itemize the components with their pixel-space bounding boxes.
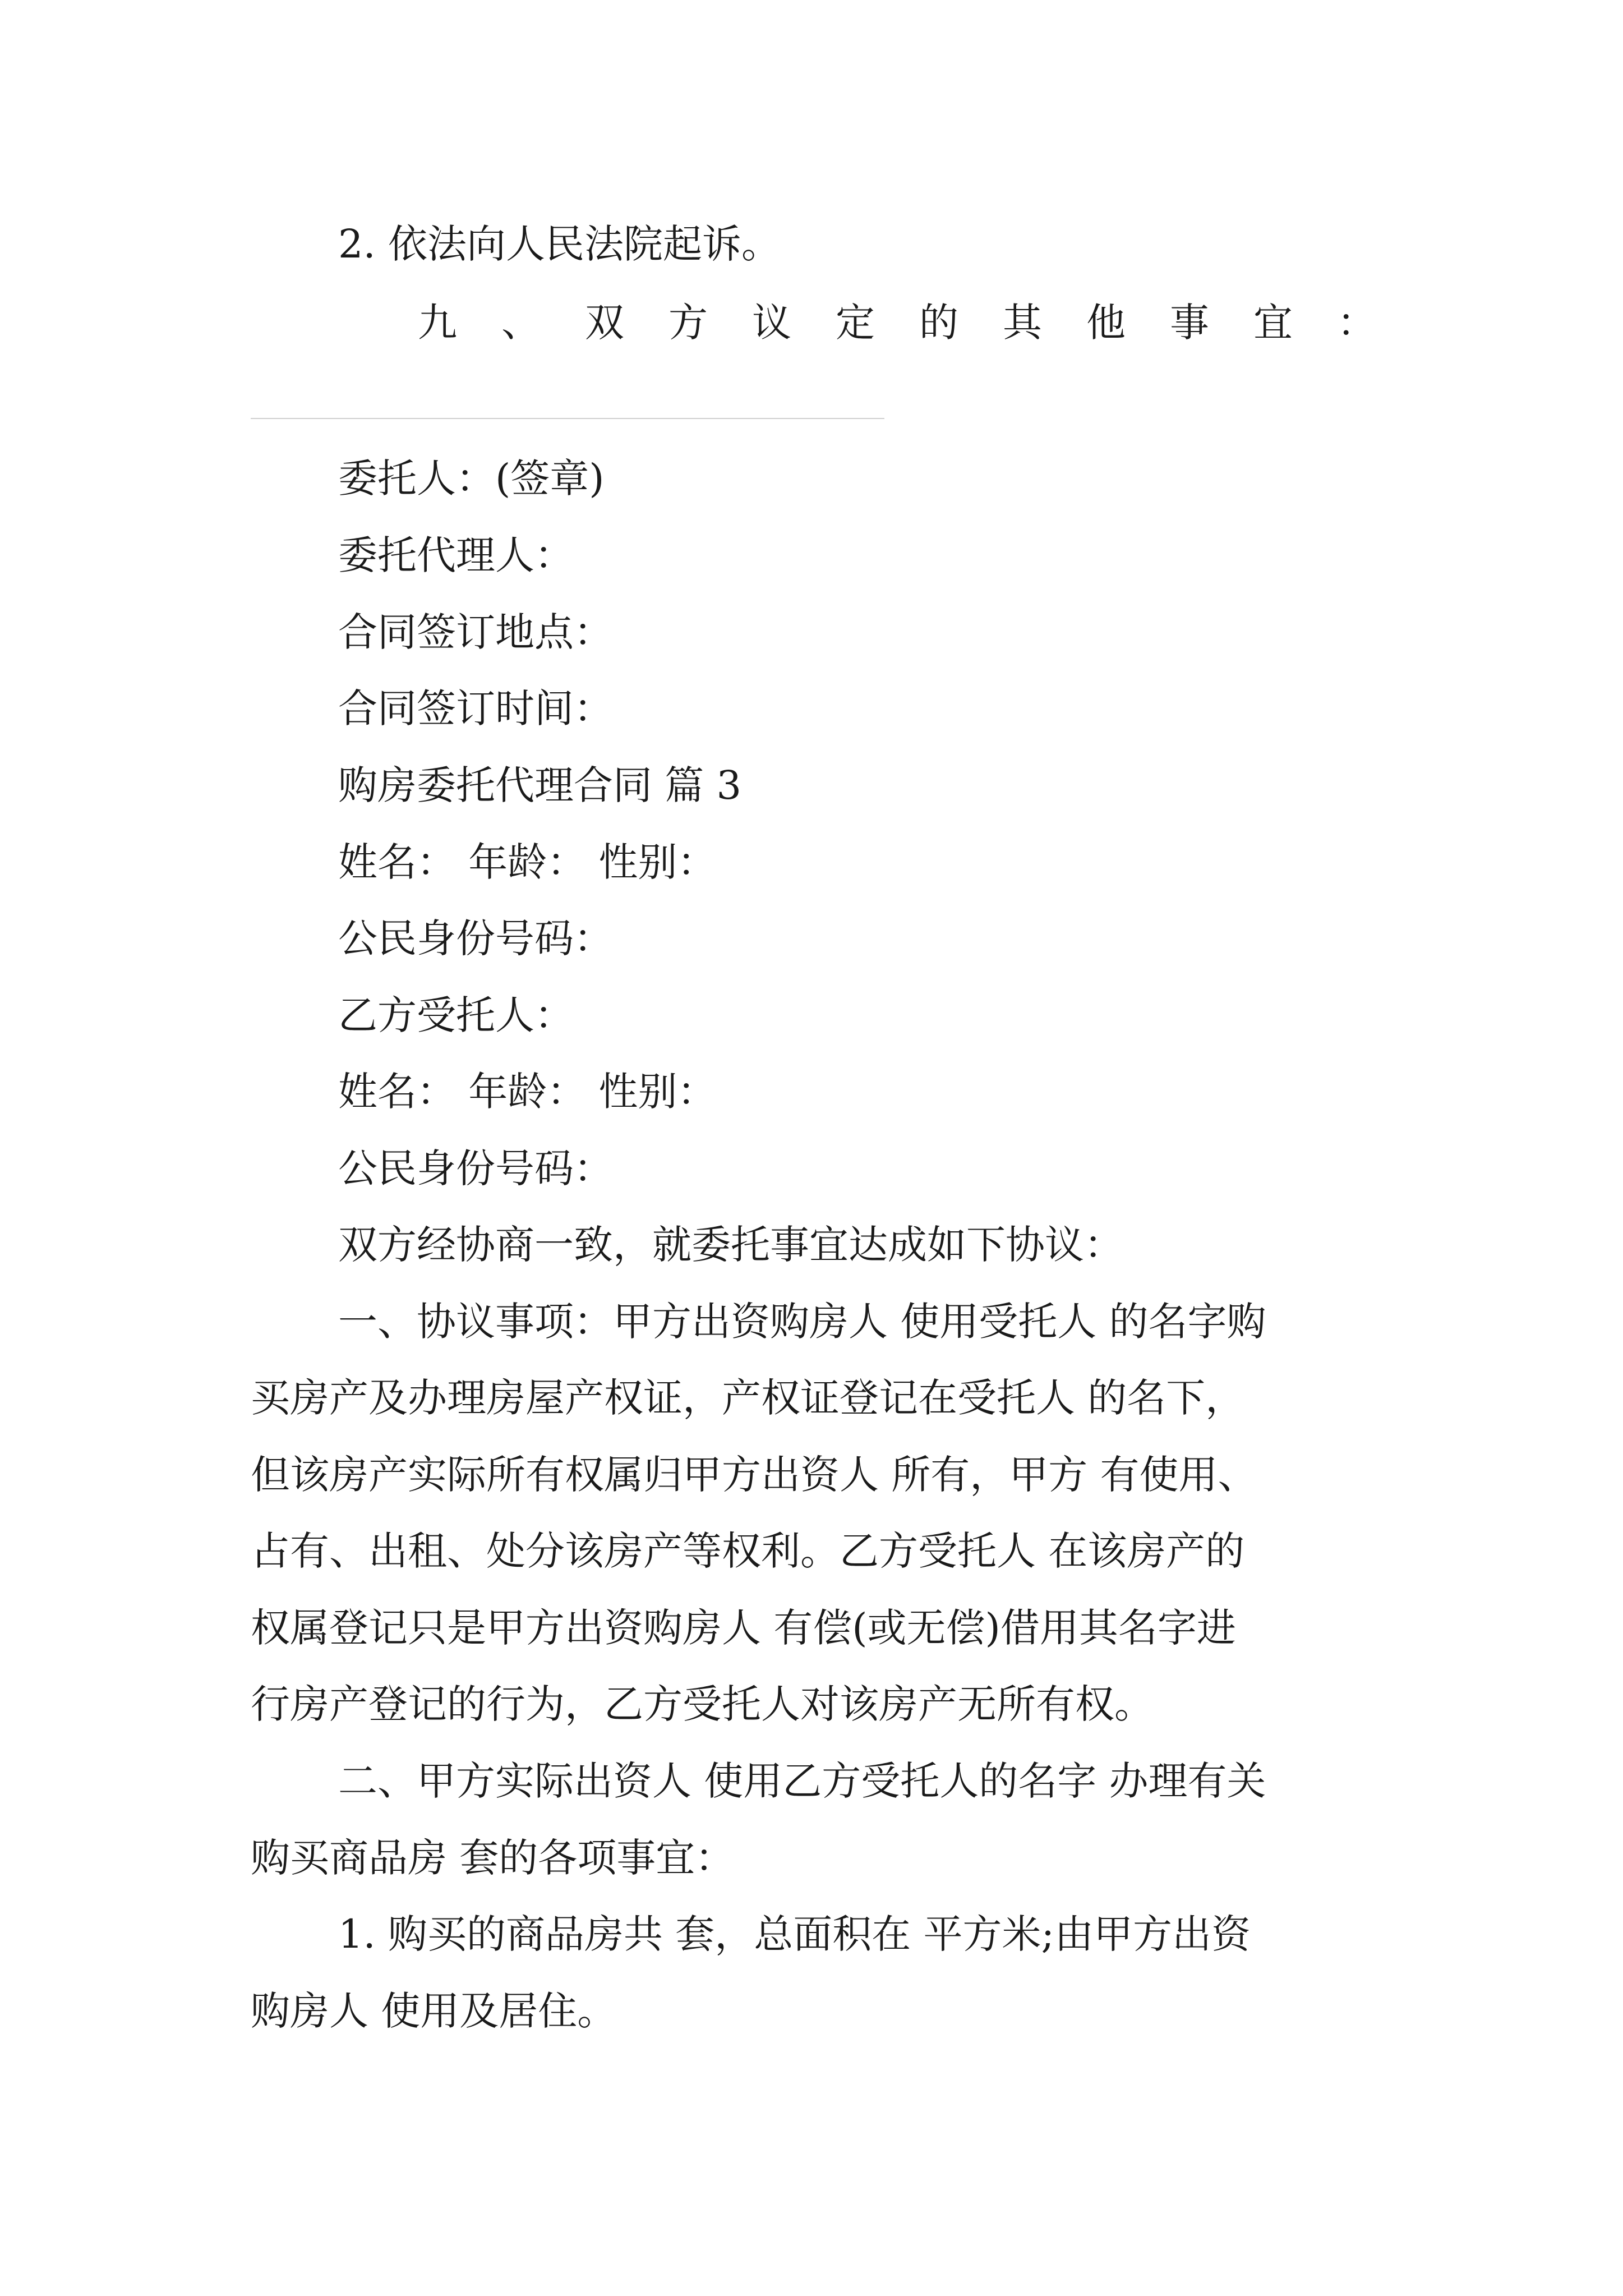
party-b-id: 公民身份号码：: [338, 1145, 613, 1191]
clause-one-line: 买房产及办理房屋产权证，产权证登记在受托人 的名下，: [251, 1375, 1245, 1421]
clause-two-line: 二、甲方实际出资人 使用乙方受托人的名字 办理有关: [338, 1758, 1266, 1804]
party-b-label: 乙方受托人：: [338, 992, 574, 1038]
heading-char: 九: [418, 300, 457, 346]
agreement-intro: 双方经协商一致，就委托事宜达成如下协议：: [338, 1222, 1123, 1268]
heading-char: 他: [1086, 300, 1126, 346]
party-a-id: 公民身份号码：: [338, 915, 613, 961]
party-a-info: 姓名： 年龄： 性别：: [338, 839, 717, 885]
heading-char: 其: [1003, 300, 1042, 346]
heading-char: 、: [501, 300, 541, 346]
clause-two-line: 购买商品房 套的各项事宜：: [251, 1835, 735, 1881]
clause-one-line: 一、协议事项：甲方出资购房人 使用受托人 的名字购: [338, 1299, 1266, 1345]
heading-char: 的: [919, 300, 958, 346]
heading-char: 方: [668, 300, 708, 346]
heading-char: ：: [1337, 300, 1376, 346]
clause-one-line: 占有、出租、处分该房产等权利。乙方受托人 在该房产的: [251, 1528, 1245, 1574]
party-b-info: 姓名： 年龄： 性别：: [338, 1069, 717, 1115]
heading-char: 事: [1170, 300, 1209, 346]
blank-fill-line: [251, 418, 884, 419]
agent-label: 委托代理人：: [338, 532, 574, 578]
clause-one-line: 但该房产实际所有权属归甲方出资人 所有，甲方 有使用、: [251, 1452, 1257, 1498]
signing-place: 合同签订地点：: [338, 609, 613, 655]
contract-title: 购房委托代理合同 篇 3: [338, 762, 742, 808]
clause-one-line: 权属登记只是甲方出资购房人 有偿(或无偿)借用其名字进: [251, 1605, 1236, 1651]
clause-litigation: 2. 依法向人民法院起诉。: [338, 221, 781, 267]
heading-char: 议: [752, 300, 791, 346]
signing-time: 合同签订时间：: [338, 685, 613, 731]
item-one-line: 购房人 使用及居住。: [251, 1988, 617, 2034]
section-nine-heading: [418, 300, 1376, 346]
heading-char: 定: [836, 300, 875, 346]
heading-char: 双: [585, 300, 624, 346]
principal-signature: 委托人：(签章): [338, 455, 605, 501]
item-one-line: 1. 购买的商品房共 套，总面积在 平方米;由甲方出资: [338, 1911, 1251, 1957]
clause-one-line: 行房产登记的行为，乙方受托人对该房产无所有权。: [251, 1681, 1154, 1727]
heading-char: 宜: [1253, 300, 1293, 346]
